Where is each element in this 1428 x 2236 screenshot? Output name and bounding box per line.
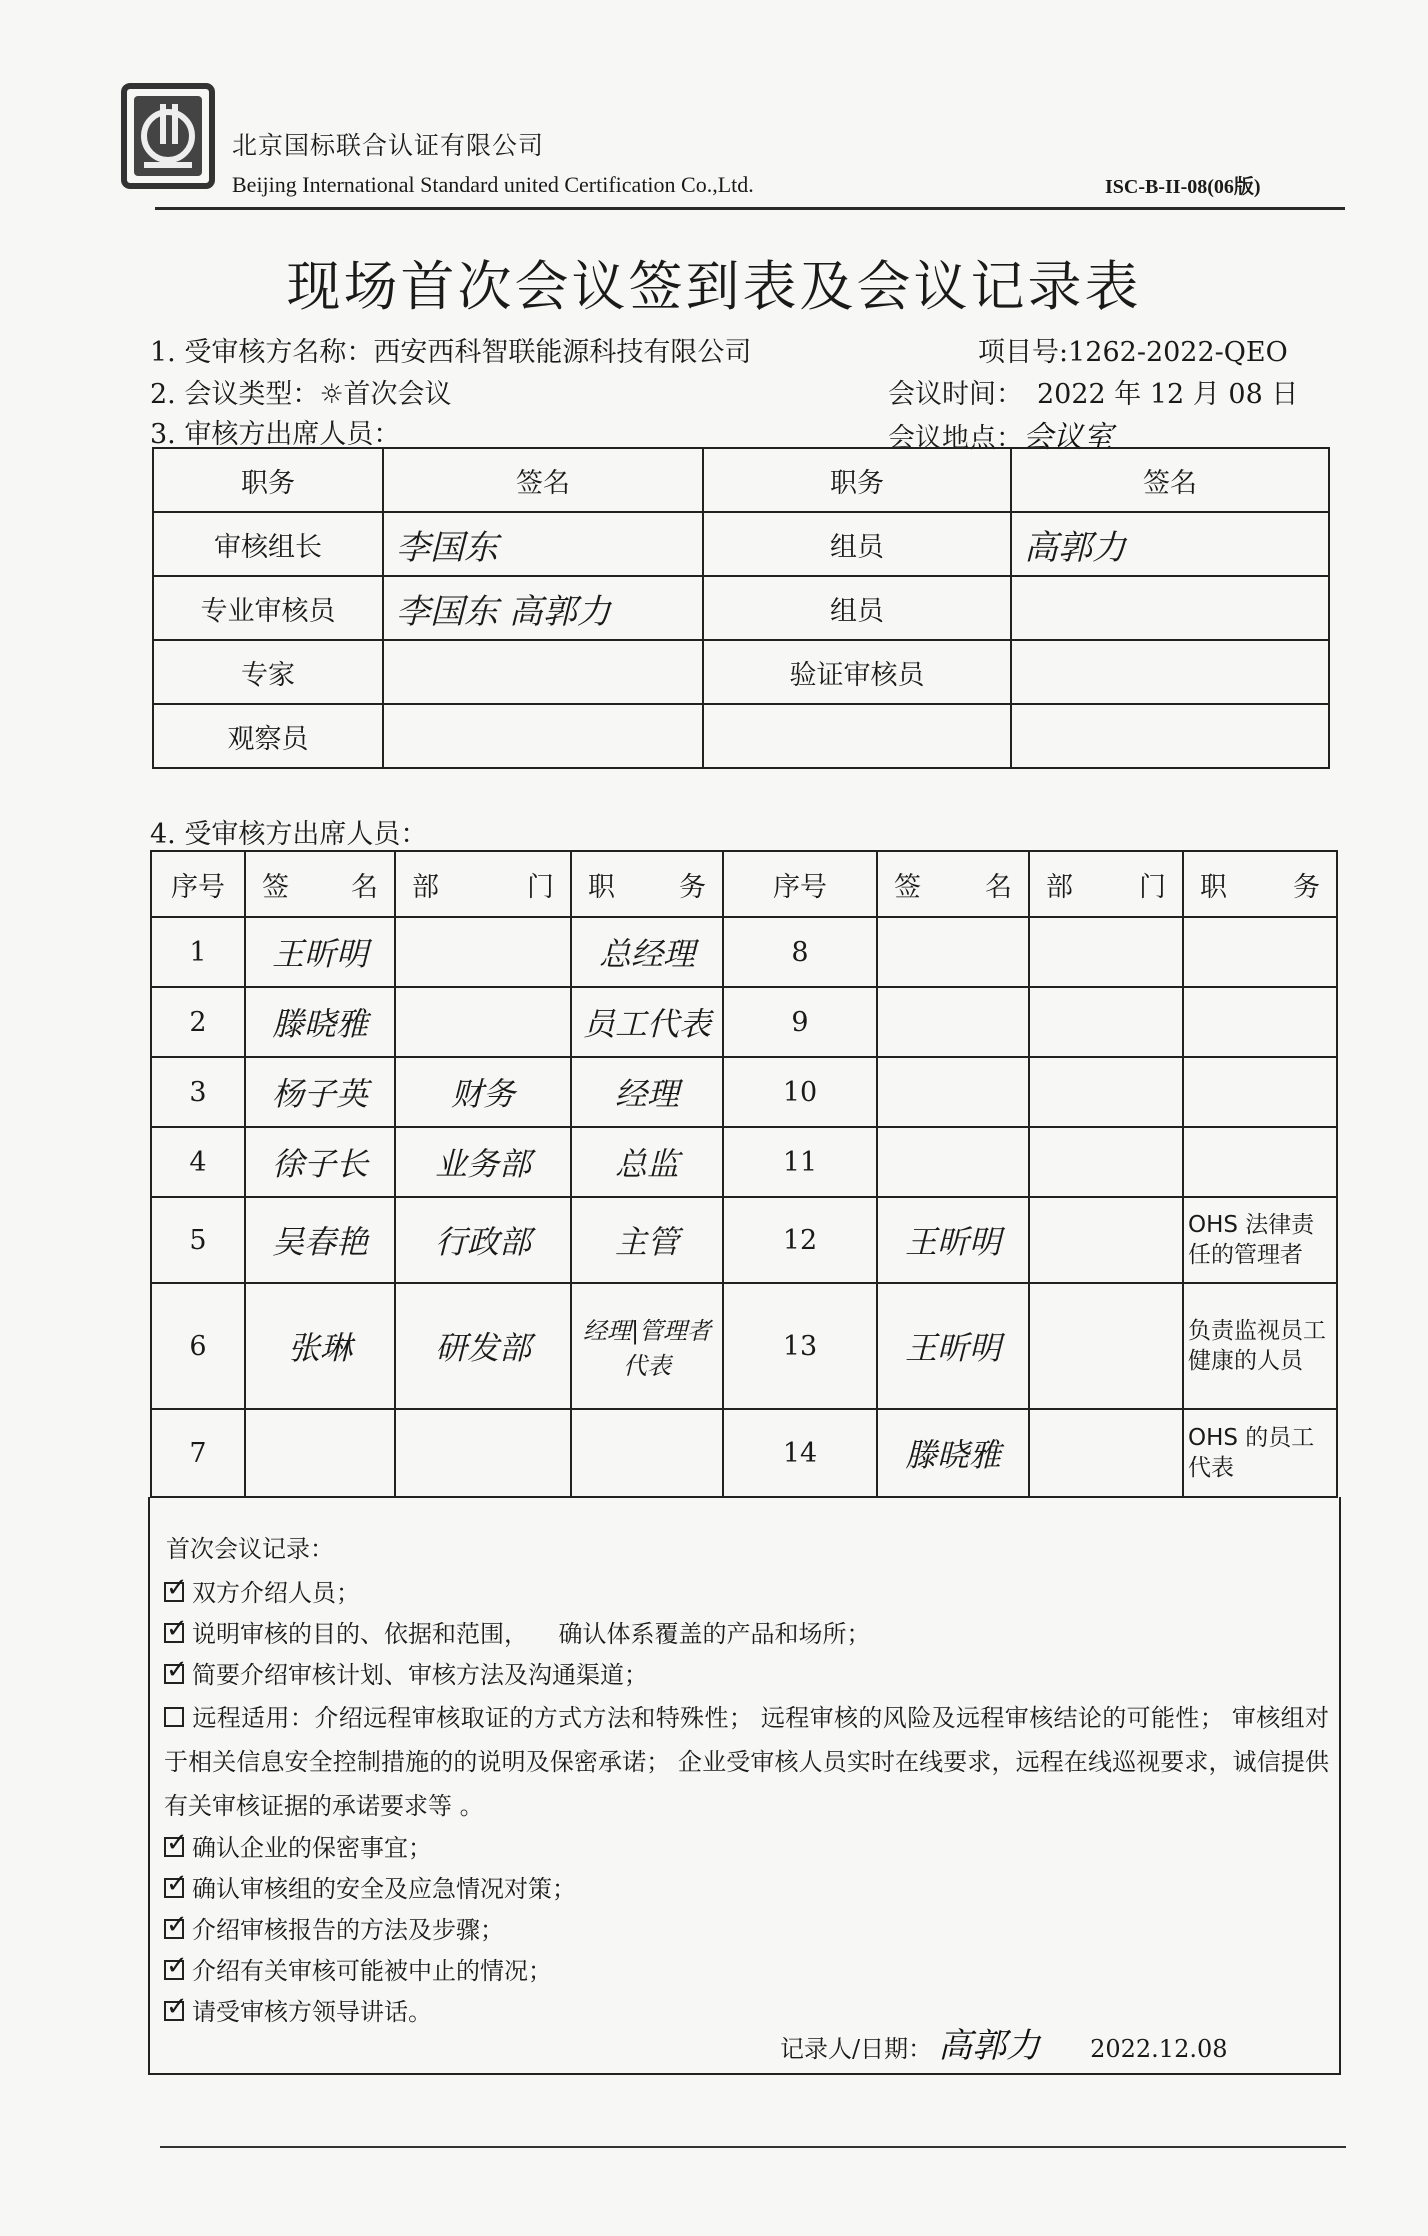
- signature-cell: [1011, 704, 1329, 768]
- project-line: [978, 330, 1288, 369]
- header-no: 序号: [723, 851, 877, 917]
- page-title: 现场首次会议签到表及会议记录表: [286, 255, 1142, 318]
- recorder-signature: 高郭力: [938, 2026, 1041, 2066]
- header-no: 序号: [151, 851, 245, 917]
- meeting-type-value: ☼首次会议: [319, 379, 452, 410]
- row-no: 7: [151, 1409, 245, 1497]
- header-role: 职务: [703, 448, 1011, 512]
- footer-divider: [160, 2146, 1346, 2148]
- row-no: 9: [723, 987, 877, 1057]
- duty-cell: [1183, 987, 1337, 1057]
- duty-cell: 经理: [571, 1057, 723, 1127]
- meeting-time-label: 会议时间：: [888, 379, 1023, 410]
- row-no: 2: [151, 987, 245, 1057]
- department-cell: [395, 987, 571, 1057]
- checkbox-checked-icon[interactable]: [164, 1960, 184, 1980]
- signature-cell: [1011, 576, 1329, 640]
- header-signature: 签名: [877, 851, 1029, 917]
- signature-cell: 吴春艳: [245, 1197, 395, 1283]
- department-cell: [395, 1409, 571, 1497]
- project-label: 项目号:: [978, 337, 1069, 368]
- row-no: 4: [151, 1127, 245, 1197]
- checkbox-checked-icon[interactable]: [164, 1623, 184, 1643]
- row-no: 1: [151, 917, 245, 987]
- company-logo: [120, 82, 216, 192]
- header-department: 部门: [1029, 851, 1183, 917]
- checklist-item: [164, 1951, 1329, 1992]
- signature-cell: 杨子英: [245, 1057, 395, 1127]
- checklist-item-text: 远程适用：介绍远程审核取证的方式方法和特殊性； 远程审核的风险及远程审核结论的可能性； 审核组对于相关信息安全控制措施的的说明及保密承诺； 企业受审核人员实时在线要求，远程在线巡视要求，诚信提供有关审核证据的承诺要求等 。: [164, 1704, 1329, 1820]
- role-cell: 验证审核员: [703, 640, 1011, 704]
- duty-cell: 员工代表: [571, 987, 723, 1057]
- meeting-place-value: 会议室: [1023, 420, 1113, 455]
- signature-cell: 滕晓雅: [245, 987, 395, 1057]
- recorder-label: 记录人/日期：: [780, 2035, 933, 2063]
- header-signature: 签名: [245, 851, 395, 917]
- table-row: [151, 1127, 1337, 1197]
- checklist-item-text: 确认企业的保密事宜；: [192, 1834, 432, 1862]
- row-no: 5: [151, 1197, 245, 1283]
- duty-cell: [1183, 917, 1337, 987]
- duty-cell: 负责监视员工健康的人员: [1183, 1283, 1337, 1409]
- department-cell: 行政部: [395, 1197, 571, 1283]
- role-cell: 专业审核员: [153, 576, 383, 640]
- attendee-table-header: [151, 851, 1337, 917]
- checklist-item-text: 双方介绍人员；: [192, 1579, 360, 1607]
- signature-cell: [383, 704, 703, 768]
- checkbox-checked-icon[interactable]: [164, 1878, 184, 1898]
- duty-cell: [1183, 1127, 1337, 1197]
- meeting-time-line: [888, 372, 1298, 411]
- company-name-en: Beijing International Standard united Certification Co.,Ltd.: [232, 172, 754, 197]
- signature-cell: [877, 917, 1029, 987]
- header-divider: [155, 207, 1345, 210]
- header-duty: 职务: [571, 851, 723, 917]
- role-cell: 审核组长: [153, 512, 383, 576]
- auditor-attendees-label: 3. 审核方出席人员：: [150, 419, 401, 450]
- form-code: ISC-B-II-08(06版): [1105, 176, 1261, 198]
- checkbox-checked-icon[interactable]: [164, 2001, 184, 2021]
- department-cell: [1029, 917, 1183, 987]
- row-no: 13: [723, 1283, 877, 1409]
- checklist-item: [164, 1696, 1329, 1828]
- checklist-item-text: 介绍有关审核可能被中止的情况；: [192, 1957, 552, 1985]
- checklist-item-text: 介绍审核报告的方法及步骤；: [192, 1916, 504, 1944]
- signature-cell: [877, 1057, 1029, 1127]
- department-cell: 财务: [395, 1057, 571, 1127]
- meeting-type-label: 2. 会议类型：: [150, 379, 320, 410]
- table-row: [153, 576, 1329, 640]
- checklist-item-text: 确认审核组的安全及应急情况对策；: [192, 1875, 576, 1903]
- row-no: 6: [151, 1283, 245, 1409]
- duty-cell: OHS 法律责任的管理者: [1183, 1197, 1337, 1283]
- checkbox-icon[interactable]: [164, 1707, 184, 1727]
- recorder-line: [780, 2018, 1228, 2067]
- signature-cell: 王昕明: [877, 1283, 1029, 1409]
- duty-cell: 主管: [571, 1197, 723, 1283]
- duty-cell: OHS 的员工代表: [1183, 1409, 1337, 1497]
- checkbox-checked-icon[interactable]: [164, 1837, 184, 1857]
- department-cell: [1029, 1409, 1183, 1497]
- signature-cell: [383, 640, 703, 704]
- row-no: 8: [723, 917, 877, 987]
- checklist-item-text: 简要介绍审核计划、审核方法及沟通渠道；: [192, 1661, 648, 1689]
- checklist-item-text: 请受审核方领导讲话。: [192, 1998, 432, 2026]
- signature-cell: 李国东 高郭力: [383, 576, 703, 640]
- table-row: [151, 1057, 1337, 1127]
- department-cell: [1029, 987, 1183, 1057]
- company-name-cn: 北京国标联合认证有限公司: [232, 131, 545, 160]
- header-duty: 职务: [1183, 851, 1337, 917]
- record-checklist: [164, 1573, 1329, 2033]
- duty-cell: 经理|管理者代表: [571, 1283, 723, 1409]
- signature-cell: 李国东: [383, 512, 703, 576]
- meeting-time-value: 2022 年 12 月 08 日: [1037, 379, 1299, 410]
- table-row: [151, 987, 1337, 1057]
- auditor-table-header: [153, 448, 1329, 512]
- meeting-record-box: [148, 1497, 1341, 2075]
- row-no: 12: [723, 1197, 877, 1283]
- signature-cell: [877, 987, 1029, 1057]
- row-no: 3: [151, 1057, 245, 1127]
- department-cell: [1029, 1197, 1183, 1283]
- table-row: [151, 1409, 1337, 1497]
- table-row: [153, 704, 1329, 768]
- checklist-item: [164, 1869, 1329, 1910]
- row-no: 11: [723, 1127, 877, 1197]
- role-cell: 组员: [703, 512, 1011, 576]
- department-cell: 业务部: [395, 1127, 571, 1197]
- duty-cell: [1183, 1057, 1337, 1127]
- role-cell: 组员: [703, 576, 1011, 640]
- department-cell: [1029, 1283, 1183, 1409]
- row-no: 10: [723, 1057, 877, 1127]
- signature-cell: [877, 1127, 1029, 1197]
- header-role: 职务: [153, 448, 383, 512]
- signature-cell: 王昕明: [877, 1197, 1029, 1283]
- header-department: 部门: [395, 851, 571, 917]
- department-cell: 研发部: [395, 1283, 571, 1409]
- table-row: [153, 640, 1329, 704]
- meeting-type-line: [150, 372, 452, 411]
- department-cell: [1029, 1127, 1183, 1197]
- duty-cell: 总经理: [571, 917, 723, 987]
- role-cell: 观察员: [153, 704, 383, 768]
- meeting-place-label: 会议地点：: [888, 423, 1023, 454]
- checklist-item: [164, 1573, 1329, 1614]
- signature-cell: 徐子长: [245, 1127, 395, 1197]
- checkbox-checked-icon[interactable]: [164, 1664, 184, 1684]
- attendee-table: [150, 850, 1338, 1498]
- header-signature: 签名: [383, 448, 703, 512]
- auditor-table: [152, 447, 1330, 769]
- signature-cell: 王昕明: [245, 917, 395, 987]
- header-signature: 签名: [1011, 448, 1329, 512]
- table-row: [153, 512, 1329, 576]
- table-row: [151, 917, 1337, 987]
- checklist-item-text: 说明审核的目的、依据和范围， 确认体系覆盖的产品和场所；: [192, 1620, 871, 1648]
- department-cell: [395, 917, 571, 987]
- role-cell: 专家: [153, 640, 383, 704]
- checkbox-checked-icon[interactable]: [164, 1582, 184, 1602]
- recorder-date: 2022.12.08: [1090, 2035, 1228, 2063]
- record-title: 首次会议记录：: [166, 1535, 334, 1563]
- signature-cell: [1011, 640, 1329, 704]
- auditee-value: 西安西科智联能源科技有限公司: [373, 337, 752, 368]
- table-row: [151, 1197, 1337, 1283]
- signature-cell: 高郭力: [1011, 512, 1329, 576]
- auditee-label: 1. 受审核方名称：: [150, 337, 374, 368]
- department-cell: [1029, 1057, 1183, 1127]
- project-value: 1262-2022-QEO: [1068, 337, 1288, 368]
- table-row: [151, 1283, 1337, 1409]
- duty-cell: 总监: [571, 1127, 723, 1197]
- checkbox-checked-icon[interactable]: [164, 1919, 184, 1939]
- signature-cell: 滕晓雅: [877, 1409, 1029, 1497]
- signature-cell: [245, 1409, 395, 1497]
- role-cell: [703, 704, 1011, 768]
- checklist-item: [164, 1655, 1329, 1696]
- checklist-item: [164, 1614, 1329, 1655]
- row-no: 14: [723, 1409, 877, 1497]
- duty-cell: [571, 1409, 723, 1497]
- checklist-item: [164, 1828, 1329, 1869]
- signature-cell: 张琳: [245, 1283, 395, 1409]
- auditee-line: [150, 330, 751, 369]
- attendee-section-label: 4. 受审核方出席人员：: [150, 819, 428, 850]
- checklist-item: [164, 1910, 1329, 1951]
